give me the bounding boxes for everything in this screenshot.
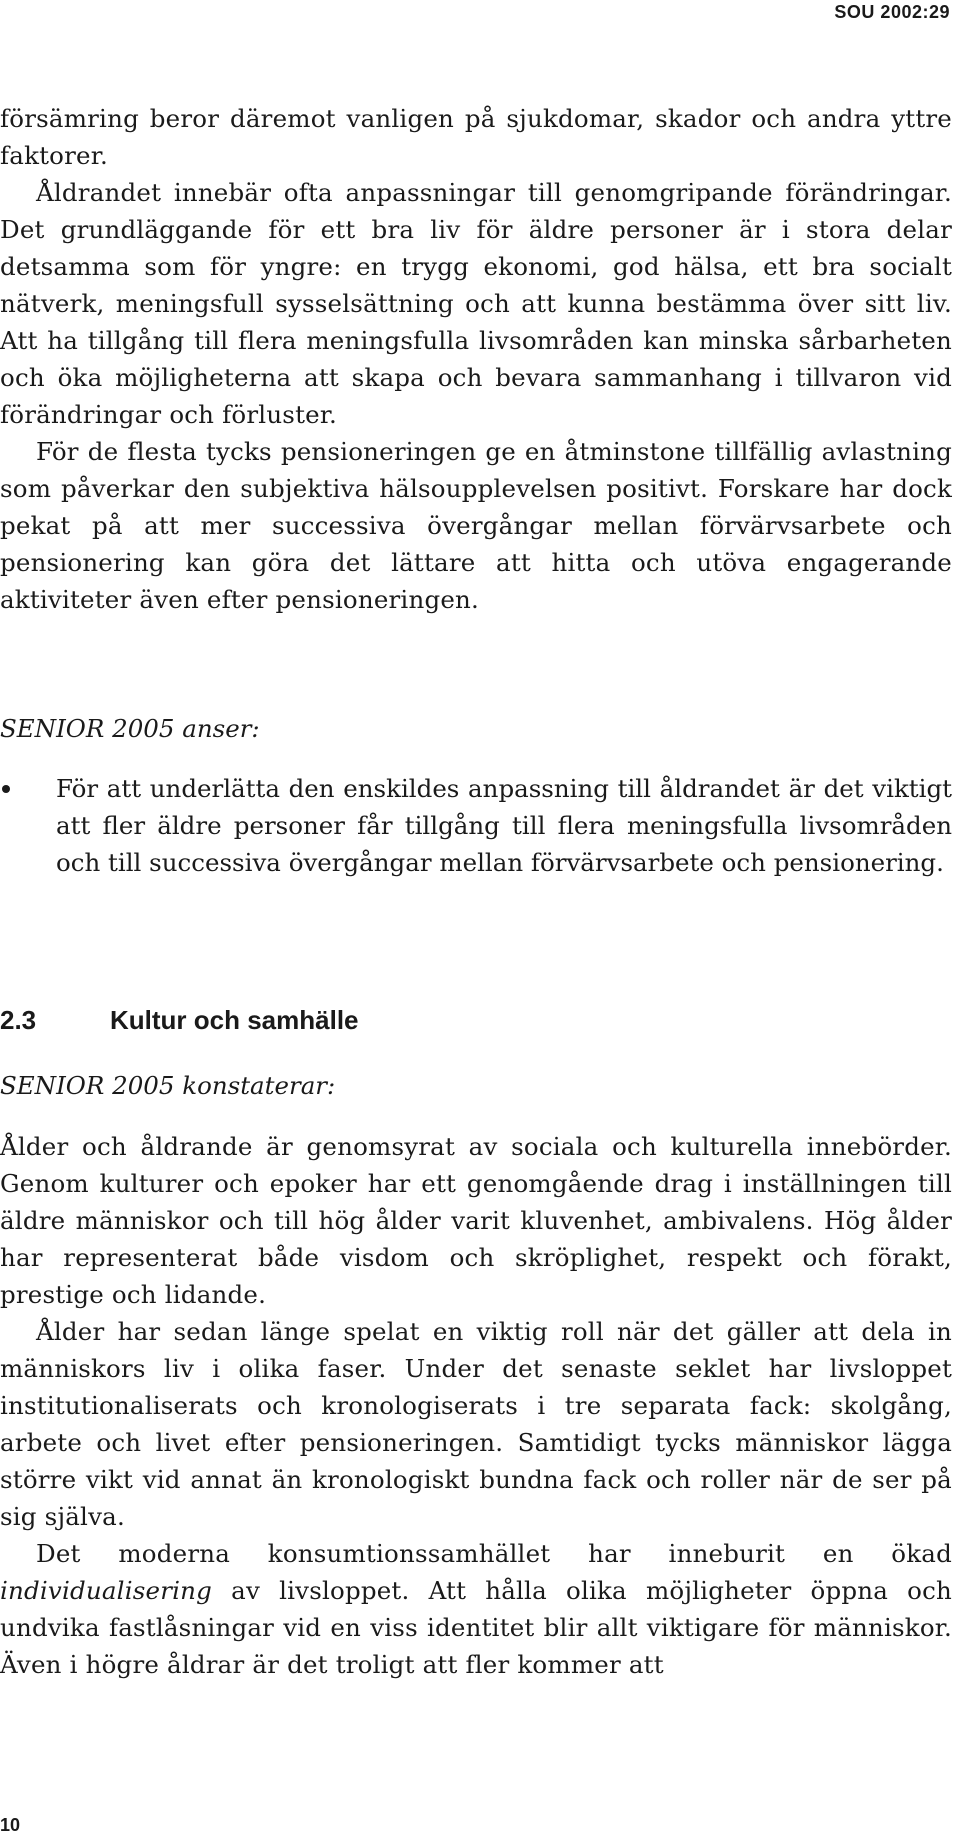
text-run: av livsloppet. Att hålla olika möjligheter öppna och undvika fastlåsningar vid en viss identitet blir allt viktigare för människor. Även i högre åldrar är det troligt att fler kommer att (0, 1576, 952, 1679)
running-head: SOU 2002:29 (834, 2, 950, 22)
list-item (0, 770, 952, 881)
section-title: Kultur och samhälle (110, 1005, 359, 1035)
text-run: Det moderna konsumtionssamhället har inneburit en ökad (36, 1539, 952, 1568)
paragraph: Ålder har sedan länge spelat en viktig roll när det gäller att dela in människors liv i olika faser. Under det senaste seklet har livsloppet institutionaliserats och kronologiserats i tre separata fack: skolgång, arbete och livet efter pensioneringen. Samtidigt tycks människor lägga större vikt vid annat än kronologiskt bundna fack och roller när de ser på sig själva. (0, 1317, 952, 1531)
paragraph: Ålder och åldrande är genomsyrat av sociala och kulturella innebörder. Genom kulturer och epoker har ett genomgående drag i inställningen till äldre människor och till hög ålder varit kluvenhet, ambivalens. Hög ålder har representerat både visdom och skröplighet, respekt och förakt, prestige och lidande. (0, 1132, 952, 1309)
page-number: 10 (0, 1815, 21, 1835)
paragraph: Åldrandet innebär ofta anpassningar till genomgripande förändringar. Det grundläggande för ett bra liv för äldre personer är i stora delar detsamma som för yngre: en trygg ekonomi, god hälsa, ett bra socialt nätverk, meningsfull sysselsättning och att kunna bestämma över sitt liv. Att ha tillgång till flera meningsfulla livsområden kan minska sårbarheten och öka möjligheterna att skapa och bevara sammanhang i tillvaron vid förändringar och förluster. (0, 178, 952, 429)
paragraph: För de flesta tycks pensioneringen ge en åtminstone tillfällig avlastning som påverkar den subjektiva hälsoupplevelsen positivt. Forskare har dock pekat på att mer successiva övergångar mellan förvärvsarbete och pensionering kan göra det lättare att hitta och utöva engagerande aktiviteter även efter pensioneringen. (0, 437, 952, 614)
section-text-block (0, 1128, 952, 1683)
section-heading (0, 1003, 359, 1037)
bullet-icon (2, 785, 10, 793)
paragraph (0, 1535, 952, 1683)
paragraph: försämring beror däremot vanligen på sjukdomar, skador och andra yttre faktorer. (0, 104, 952, 170)
recommendation-list (0, 770, 952, 881)
section-number: 2.3 (0, 1005, 37, 1035)
list-item-text: För att underlätta den enskildes anpassning till åldrandet är det viktigt att fler äldre personer får tillgång till flera meningsfulla livsområden och till successiva övergångar mellan förvärvsarbete och pensionering. (56, 774, 952, 877)
senior-anser-label: SENIOR 2005 anser: (0, 714, 260, 743)
intro-text-block (0, 100, 952, 618)
emphasized-term: individualisering (0, 1576, 213, 1605)
senior-konstaterar-label: SENIOR 2005 konstaterar: (0, 1071, 336, 1100)
